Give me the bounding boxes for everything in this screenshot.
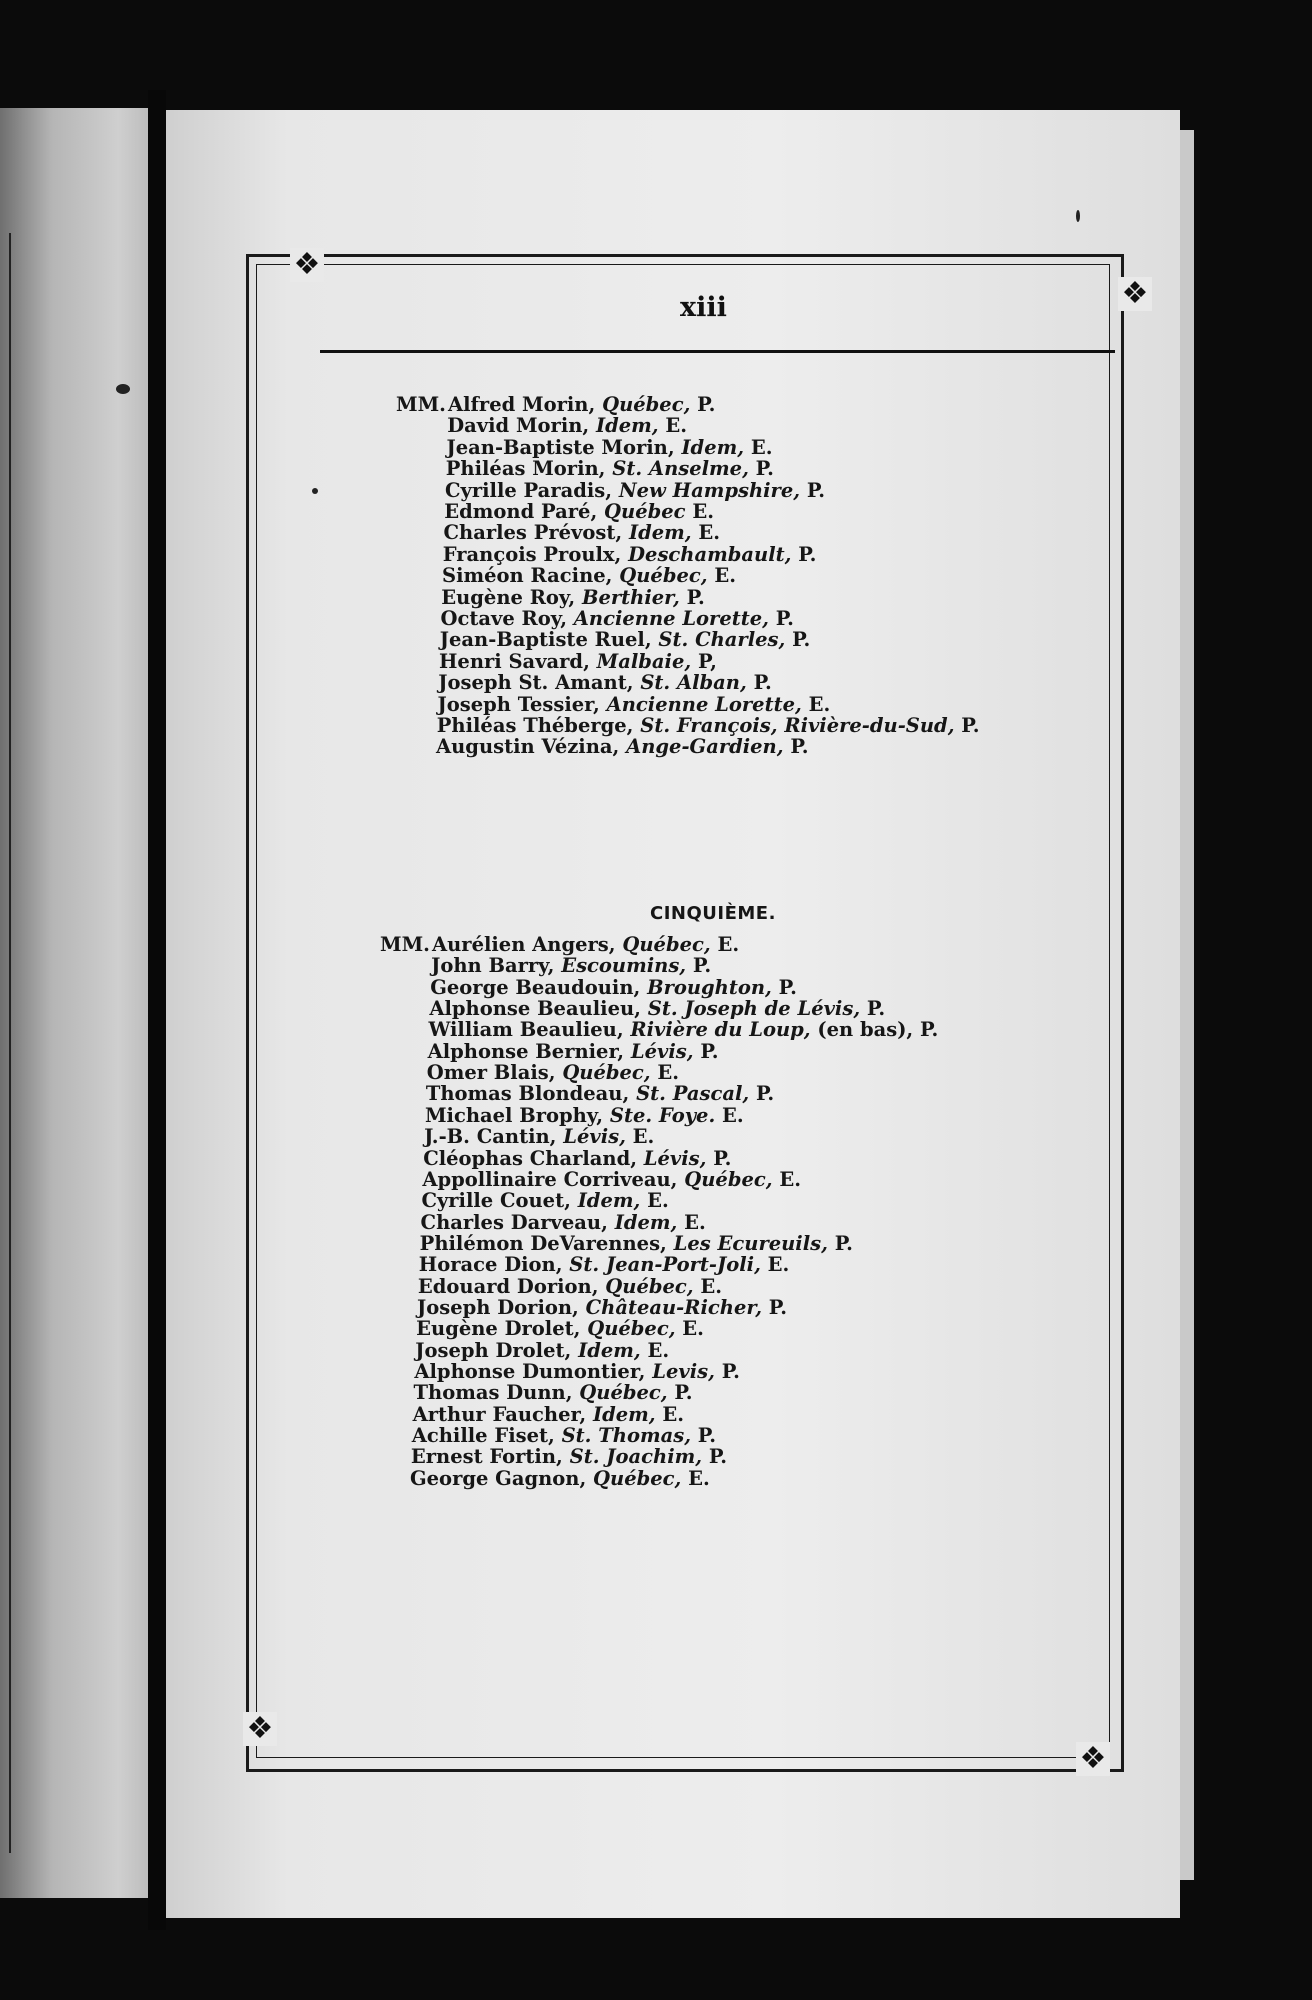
entry-status: P. <box>697 393 716 416</box>
entry-status: P. <box>753 671 772 695</box>
entry-status: P. <box>708 1445 728 1469</box>
entry-name: Thomas Blondeau, <box>425 1082 630 1106</box>
entry-status: P. <box>790 735 809 759</box>
entry-place: Québec, <box>602 393 691 416</box>
entry-name: Jean-Baptiste Morin, <box>446 435 675 459</box>
entry-place: Québec, <box>605 1274 694 1298</box>
ink-speck <box>116 384 130 394</box>
entry-place: Escoumins, <box>561 954 687 978</box>
honorific-prefix: MM. <box>380 933 430 956</box>
entry-name: Charles Darveau, <box>420 1210 608 1234</box>
entry-place: Québec <box>604 500 686 523</box>
entry-status: P. <box>756 1082 775 1106</box>
entry-name: Thomas Dunn, <box>413 1381 573 1405</box>
entry-status: P. <box>721 1360 740 1383</box>
entry-place: Québec, <box>587 1317 676 1341</box>
corner-ornament-icon: ❖ <box>243 1712 277 1746</box>
entry-name: Joseph Drolet, <box>415 1338 572 1362</box>
entry-name: Horace Dion, <box>418 1253 563 1277</box>
entry-name: Octave Roy, <box>440 607 567 630</box>
entry-place: St. Joachim, <box>569 1445 703 1469</box>
entry-place: Berthier, <box>581 585 680 609</box>
entry-name: Aurélien Angers, <box>432 933 616 956</box>
entry-name: Philémon DeVarennes, <box>419 1231 667 1255</box>
entry-status: P. <box>768 1295 788 1319</box>
entry-status: E. <box>647 1338 670 1362</box>
entry-name: Appollinaire Corriveau, <box>422 1167 678 1191</box>
entry-name: J.-B. Cantin, <box>424 1125 557 1149</box>
corner-ornament-icon: ❖ <box>1118 277 1152 311</box>
entry-status: P. <box>961 714 980 737</box>
entry-name: Alphonse Bernier, <box>427 1039 625 1063</box>
entry-place: Deschambault, <box>628 542 792 566</box>
entry-name: Edouard Dorion, <box>417 1274 599 1298</box>
entry-status: P. <box>792 628 811 652</box>
entry-status: E. <box>647 1189 669 1213</box>
entry-status: P. <box>713 1146 732 1170</box>
entry-place: Idem, <box>596 414 659 438</box>
entry-place: Ancienne Lorette, <box>573 607 769 630</box>
entry-status: E. <box>700 1274 723 1298</box>
entry-status: E. <box>714 564 736 588</box>
entry-status: E. <box>767 1253 790 1277</box>
section-heading: CINQUIÈME. <box>650 903 776 924</box>
entry-place: Ange-Gardien, <box>626 735 784 759</box>
entry-status: P, <box>697 649 717 673</box>
entry-name: François Proulx, <box>442 542 622 566</box>
entry-place: Château-Richer, <box>585 1295 762 1319</box>
entry-name: William Beaulieu, <box>428 1018 624 1042</box>
entry-place: Idem, <box>681 435 745 459</box>
entry-place: Lévis, <box>643 1146 707 1170</box>
entry-name: Cléophas Charland, <box>423 1146 637 1170</box>
entry-name: George Beaudouin, <box>430 975 641 999</box>
corner-ornament-icon: ❖ <box>1076 1742 1110 1776</box>
entry-name: Henri Savard, <box>439 649 590 673</box>
entry-name: Eugène Drolet, <box>416 1317 581 1341</box>
entry-status: E. <box>657 1061 680 1085</box>
entry-status: P. <box>700 1039 719 1063</box>
page-number: xiii <box>680 292 727 323</box>
entry-name: Jean-Baptiste Ruel, <box>439 628 652 652</box>
list-entry <box>410 1466 710 1492</box>
entry-place: St. Alban, <box>640 671 747 695</box>
entry-status: E. <box>684 1210 706 1234</box>
entry-name: Siméon Racine, <box>442 564 613 588</box>
entry-name: Omer Blais, <box>426 1061 556 1085</box>
entry-status: E. <box>682 1317 704 1341</box>
entry-name: Achille Fiset, <box>411 1424 555 1448</box>
list-entry <box>436 734 809 760</box>
entry-place: Québec, <box>562 1061 651 1085</box>
entry-status: E. <box>779 1167 801 1191</box>
entry-place: Broughton, <box>647 975 772 999</box>
entry-place: Idem, <box>628 521 692 545</box>
entry-status: P. <box>755 457 774 481</box>
entry-place: St. Anselme, <box>612 457 749 481</box>
entry-place: St. Joseph de Lévis, <box>647 997 861 1021</box>
entry-place: St. Charles, <box>658 628 786 652</box>
entry-place: Québec, <box>593 1466 682 1490</box>
corner-ornament-icon: ❖ <box>290 248 324 282</box>
entry-name: Alfred Morin, <box>448 393 596 416</box>
entry-name: Cyrille Paradis, <box>445 478 613 502</box>
entry-name: Alphonse Beaulieu, <box>429 997 641 1021</box>
entry-status: P. <box>674 1381 693 1405</box>
honorific-prefix: MM. <box>396 393 446 416</box>
entry-status: E. <box>717 933 740 956</box>
entry-status: E. <box>688 1466 710 1490</box>
entry-place: Québec, <box>622 933 711 956</box>
entry-status: E. <box>722 1103 744 1127</box>
ink-speck <box>1076 210 1080 222</box>
entry-status: E. <box>632 1125 655 1149</box>
entry-place: New Hampshire, <box>618 478 801 502</box>
entry-place: Idem, <box>614 1210 678 1234</box>
entry-status: P. <box>686 585 705 609</box>
entry-name: David Morin, <box>447 414 590 438</box>
entry-name: Joseph Tessier, <box>437 692 600 716</box>
entry-name: Arthur Faucher, <box>412 1402 587 1426</box>
entry-place: St. François, Rivière-du-Sud, <box>640 714 955 737</box>
entry-name: Philéas Théberge, <box>436 714 634 737</box>
entry-status: P. <box>834 1231 853 1255</box>
entry-name: Joseph St. Amant, <box>438 671 634 695</box>
entry-place: St. Pascal, <box>636 1082 750 1106</box>
entry-status: P. <box>798 542 817 566</box>
entry-name: Charles Prévost, <box>443 521 623 545</box>
entry-place: Rivière du Loup, <box>630 1018 811 1042</box>
entry-place: Québec, <box>619 564 708 588</box>
entry-status: E. <box>750 435 773 459</box>
entry-name: Alphonse Dumontier, <box>414 1360 646 1383</box>
entry-name: Eugène Roy, <box>441 585 576 609</box>
entry-place: Québec, <box>684 1167 773 1191</box>
entry-name: Philéas Morin, <box>445 457 606 481</box>
entry-status: P. <box>806 478 826 502</box>
entry-status: P. <box>778 975 797 999</box>
entry-place: Québec, <box>579 1381 668 1405</box>
entry-place: Ancienne Lorette, <box>606 692 802 716</box>
entry-name: Cyrille Couet, <box>421 1189 571 1213</box>
entry-name: Edmond Paré, <box>444 500 598 523</box>
entry-place: Idem, <box>577 1189 641 1213</box>
entry-place: St. Thomas, <box>561 1424 691 1448</box>
entry-name: Joseph Dorion, <box>417 1295 579 1319</box>
entry-name: Michael Brophy, <box>424 1103 604 1127</box>
entry-status: E. <box>808 692 831 716</box>
entry-name: John Barry, <box>431 954 555 978</box>
entry-status: E. <box>692 500 714 523</box>
ink-speck <box>312 488 318 494</box>
entry-place: Idem, <box>592 1402 656 1426</box>
entry-place: St. Jean-Port-Joli, <box>569 1253 761 1277</box>
entry-status: P. <box>692 954 712 978</box>
entry-place: Malbaie, <box>596 649 692 673</box>
entry-status: (en bas), P. <box>817 1018 939 1042</box>
entry-status: E. <box>698 521 720 545</box>
entry-place: Les Ecureuils, <box>673 1231 828 1255</box>
entry-status: E. <box>662 1402 684 1426</box>
entry-place: Idem, <box>578 1338 641 1362</box>
entry-place: Lévis, <box>563 1125 626 1149</box>
entry-name: George Gagnon, <box>410 1466 587 1490</box>
entry-place: Ste. Foye. <box>609 1103 716 1127</box>
entry-place: Lévis, <box>630 1039 694 1063</box>
entry-place: Levis, <box>652 1360 715 1383</box>
entry-name: Ernest Fortin, <box>410 1445 563 1469</box>
entry-name: Augustin Vézina, <box>436 735 620 759</box>
entry-status: P. <box>697 1424 717 1448</box>
entry-status: E. <box>665 414 688 438</box>
entry-status: P. <box>866 997 886 1021</box>
entry-status: P. <box>775 607 794 630</box>
